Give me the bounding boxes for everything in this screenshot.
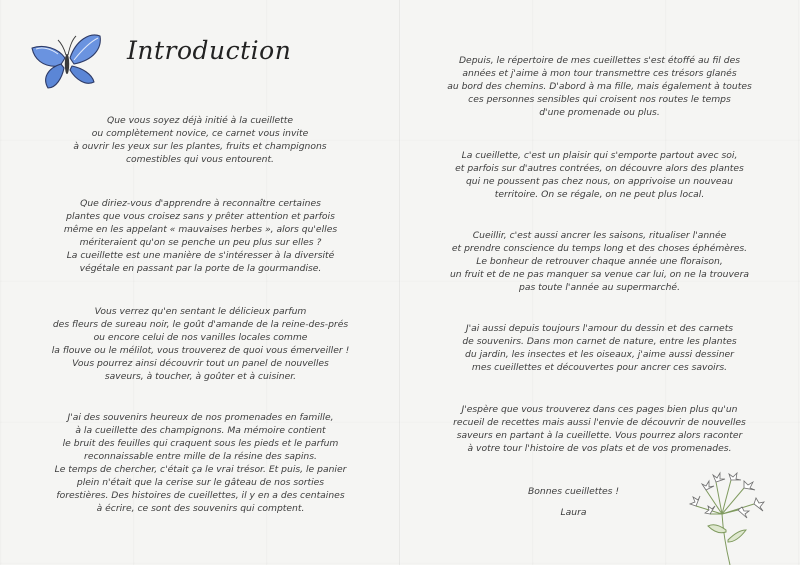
page-title: Introduction: [127, 36, 292, 65]
intro-paragraph-5: Depuis, le répertoire de mes cueillettes s'est étoffé au fil des années et j'aime à mon tour transmettre ces trésors glanés au bord des chemins. D'abord à ma fille, mais également à toutes ces personnes sensibles qui croisent nos routes le temps d'une promenade ou plus.: [447, 55, 752, 118]
intro-paragraph-2: Que diriez-vous d'apprendre à reconnaître certaines plantes que vous croisez sans y prêter attention et parfois même en les appelant « mauvaises herbes », alors qu'elles mériteraient qu'on se penche un peu plus sur elles ? La cueillette est une manière de s'intéresser à la diversité végétale en passant par la porte de la gourmandise.: [63, 198, 338, 274]
closing-text: Bonnes cueillettes !: [527, 486, 619, 497]
intro-paragraph-7: Cueillir, c'est aussi ancrer les saisons, ritualiser l'année et prendre conscience du temps long et des choses éphémères. Le bonheur de retrouver chaque année une floraison, un fruit et de ne pas manquer sa venue car lui, on ne la trouvera pas toute l'année au supermarché.: [449, 230, 749, 293]
intro-paragraph-3: Vous verrez qu'en sentant le délicieux parfum des fleurs de sureau noir, le goût d'amande de la reine-des-prés ou encore celui de nos vanilles locales comme la flouve ou le mélilot, vous trouverez de quoi vous émerveiller ! Vous pourrez ainsi découvrir tout un panel de nouvelles saveurs, à toucher, à goûter et à cuisiner.: [51, 306, 350, 382]
signature: Laura: [560, 507, 587, 518]
intro-paragraph-4: J'ai des souvenirs heureux de nos promenades en famille, à la cueillette des champignons. Ma mémoire contient le bruit des feuilles qui craquent sous les pieds et le parfum reconnaissable entre mille de la résine des sapins. Le temps de chercher, c'était ça le vrai trésor. Et puis, le panier plein n'était que la cerise sur le gâteau de nos sorties forestières. Des histoires de cueillettes, il y en a des centaines à écrire, ce sont des souvenirs qui comptent.: [54, 412, 347, 514]
intro-paragraph-9: J'espère que vous trouverez dans ces pages bien plus qu'un recueil de recettes mais aussi l'envie de découvrir de nouvelles saveurs en partant à la cueillette. Vous pourrez alors raconter à votre tour l'histoire de vos plats et de vos promenades.: [453, 404, 746, 454]
page-fold: [399, 0, 401, 565]
butterfly-icon: [28, 28, 104, 96]
wild-garlic-flower-icon: [676, 470, 768, 565]
intro-paragraph-1: Que vous soyez déjà initié à la cueillette ou complètement novice, ce carnet vous invite à ouvrir les yeux sur les plantes, fruits et champignons comestibles qui vous entourent.: [73, 115, 327, 165]
intro-paragraph-8: J'ai aussi depuis toujours l'amour du dessin et des carnets de souvenirs. Dans mon carnet de nature, entre les plantes du jardin, les insectes et les oiseaux, j'aime aussi dessiner mes cueillettes et découvertes pour ancrer ces savoirs.: [462, 323, 737, 373]
intro-paragraph-6: La cueillette, c'est un plaisir qui s'emporte partout avec soi, et parfois sur d'autres contrées, on découvre alors des plantes qui ne poussent pas chez nous, on apprivoise un nouveau territoire. On se régale, on ne peut plus local.: [455, 150, 744, 200]
